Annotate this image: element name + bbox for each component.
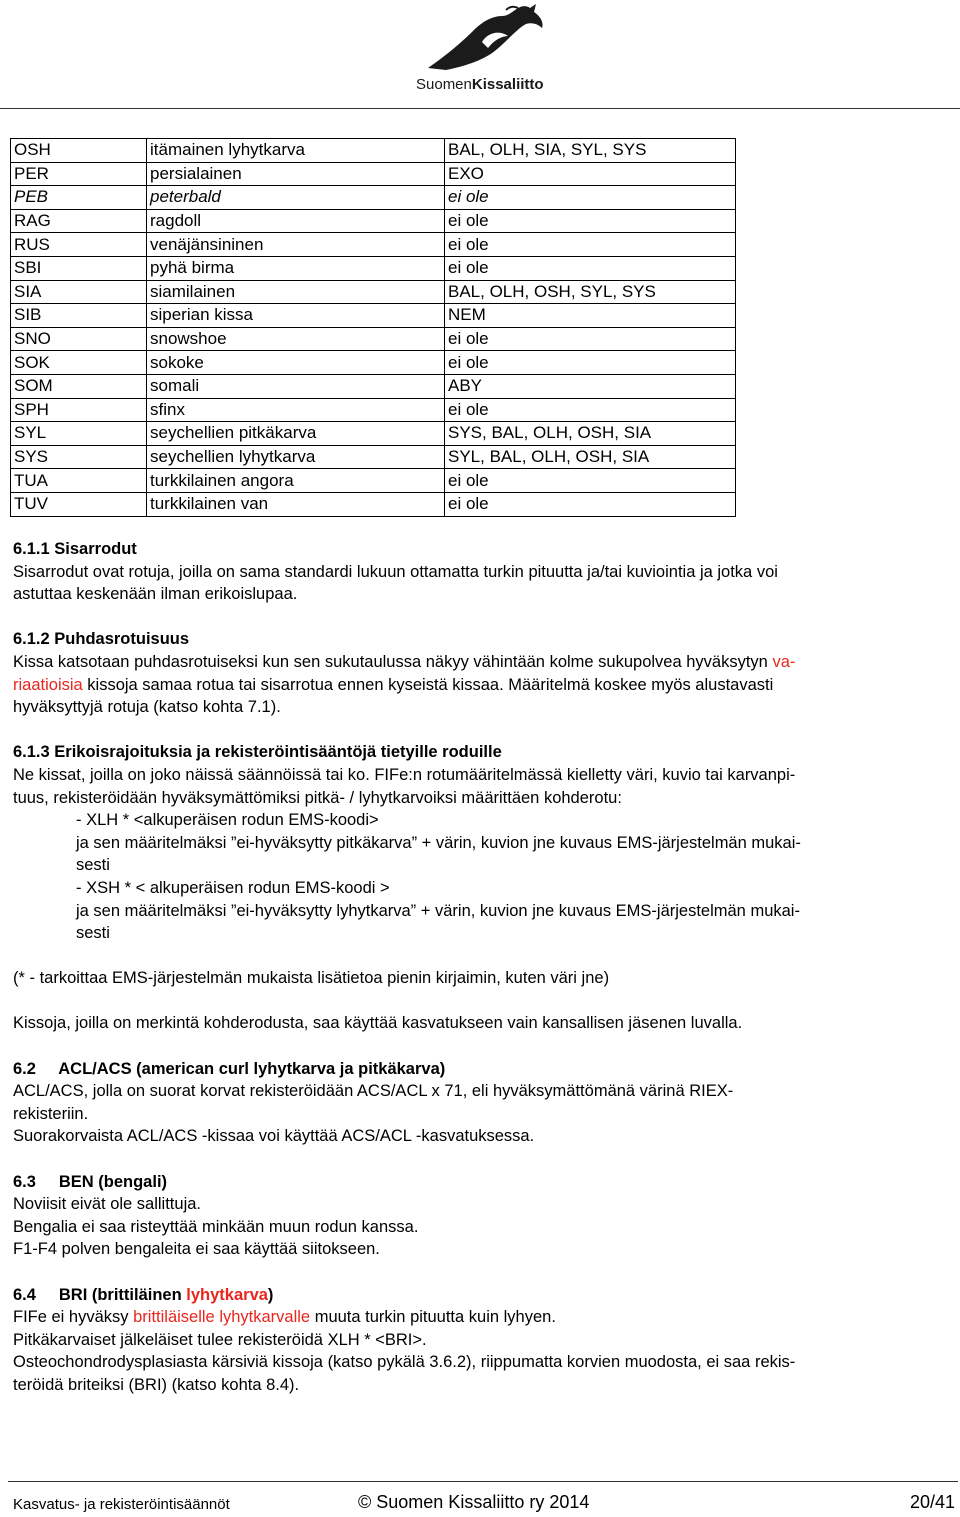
paragraph-line: F1-F4 polven bengaleita ei saa käyttää siitokseen. <box>13 1240 380 1259</box>
breed-code-cell: SIB <box>11 304 147 328</box>
heading-6-4: 6.4 BRI (brittiläinen lyhytkarva) <box>13 1285 274 1304</box>
sister-breeds-cell: EXO <box>445 162 736 186</box>
sister-breeds-cell: BAL, OLH, SIA, SYL, SYS <box>445 139 736 163</box>
breed-name-cell: seychellien pitkäkarva <box>147 422 445 446</box>
paragraph-line: teröidä briteiksi (BRI) (katso kohta 8.4). <box>13 1375 300 1394</box>
table-row <box>11 469 736 493</box>
breed-code-cell: TUV <box>11 492 147 516</box>
sister-breeds-cell: ei ole <box>445 233 736 257</box>
paragraph-line: riaatioisia kissoja samaa rotua tai sisarrotua ennen kyseistä kissaa. Määritelmä koskee myös alustavasti <box>13 675 774 694</box>
breed-name-cell: venäjänsininen <box>147 233 445 257</box>
breed-code-cell: PER <box>11 162 147 186</box>
paragraph-line: tuus, rekisteröidään hyväksymättömiksi pitkä- / lyhytkarvoiksi määrittäen kohderotu: <box>13 788 622 807</box>
table-row <box>11 398 736 422</box>
breed-name-cell: siperian kissa <box>147 304 445 328</box>
breed-name-cell: pyhä birma <box>147 256 445 280</box>
heading-6-3: 6.3 BEN (bengali) <box>13 1172 168 1191</box>
breed-name-cell: turkkilainen angora <box>147 469 445 493</box>
breed-name-cell: somali <box>147 374 445 398</box>
breed-code-cell: SBI <box>11 256 147 280</box>
sister-breeds-cell: ei ole <box>445 398 736 422</box>
logo-wordmark: SuomenKissaliitto <box>416 76 544 93</box>
table-row <box>11 351 736 375</box>
rule-item: ja sen määritelmäksi ”ei-hyväksytty pitkäkarva” + värin, kuvion jne kuvaus EMS-järjestelmän mukai- <box>76 833 801 852</box>
sister-breeds-cell: ei ole <box>445 351 736 375</box>
sister-breeds-cell: SYL, BAL, OLH, OSH, SIA <box>445 445 736 469</box>
sister-breeds-cell: ABY <box>445 374 736 398</box>
sister-breeds-cell: ei ole <box>445 209 736 233</box>
breed-code-cell: SYL <box>11 422 147 446</box>
table-row <box>11 374 736 398</box>
breed-code-cell: SOM <box>11 374 147 398</box>
sister-breeds-cell: ei ole <box>445 492 736 516</box>
paragraph-line: rekisteriin. <box>13 1104 89 1123</box>
breed-code-cell: SYS <box>11 445 147 469</box>
document-body <box>13 538 938 1397</box>
rule-item: - XSH * < alkuperäisen rodun EMS-koodi > <box>76 878 390 897</box>
sister-breeds-cell: ei ole <box>445 186 736 210</box>
footer-page-number: 20/41 <box>909 1492 955 1512</box>
table-row <box>11 256 736 280</box>
paragraph-line: FIFe ei hyväksy brittiläiselle lyhytkarvalle muuta turkin pituutta kuin lyhyen. <box>13 1308 556 1327</box>
footnote: (* - tarkoittaa EMS-järjestelmän mukaista lisätietoa pienin kirjaimin, kuten väri jne) <box>13 969 610 988</box>
breed-code-cell: SIA <box>11 280 147 304</box>
paragraph-line: Ne kissat, joilla on joko näissä säännöissä tai ko. FIFe:n rotumääritelmässä kielletty väri, kuvio tai karvanpi- <box>13 765 796 784</box>
cat-logo-icon <box>422 2 562 74</box>
breed-code-cell: RAG <box>11 209 147 233</box>
sister-breeds-cell: ei ole <box>445 256 736 280</box>
table-row <box>11 209 736 233</box>
breed-name-cell: seychellien lyhytkarva <box>147 445 445 469</box>
table-row <box>11 233 736 257</box>
breed-name-cell: sokoke <box>147 351 445 375</box>
paragraph-line: Kissoja, joilla on merkintä kohderodusta, saa käyttää kasvatukseen vain kansallisen jäsenen luvalla. <box>13 1014 743 1033</box>
table-row <box>11 139 736 163</box>
table-row <box>11 422 736 446</box>
page-footer <box>13 1491 955 1515</box>
breed-name-cell: snowshoe <box>147 327 445 351</box>
breed-name-cell: turkkilainen van <box>147 492 445 516</box>
paragraph-line: Suorakorvaista ACL/ACS -kissaa voi käyttää ACS/ACL -kasvatuksessa. <box>13 1127 535 1146</box>
heading-6-2: 6.2 ACL/ACS (american curl lyhytkarva ja pitkäkarva) <box>13 1059 446 1078</box>
breed-code-cell: SNO <box>11 327 147 351</box>
paragraph-line: Pitkäkarvaiset jälkeläiset tulee rekisteröidä XLH * <BRI>. <box>13 1330 427 1349</box>
breed-code-cell: RUS <box>11 233 147 257</box>
breed-code-cell: OSH <box>11 139 147 163</box>
sister-breeds-cell: BAL, OLH, OSH, SYL, SYS <box>445 280 736 304</box>
table-row <box>11 186 736 210</box>
table-row <box>11 280 736 304</box>
suomen-kissaliitto-logo <box>406 2 568 94</box>
heading-6-1-2: 6.1.2 Puhdasrotuisuus <box>13 630 190 649</box>
sister-breeds-cell: SYS, BAL, OLH, OSH, SIA <box>445 422 736 446</box>
table-row <box>11 492 736 516</box>
footer-divider <box>8 1481 958 1482</box>
rule-item: - XLH * <alkuperäisen rodun EMS-koodi> <box>76 811 379 830</box>
table-row <box>11 445 736 469</box>
header-divider <box>0 108 960 109</box>
paragraph-line: Kissa katsotaan puhdasrotuiseksi kun sen sukutaulussa näkyy vähintään kolme sukupolvea hyväksytyn va- <box>13 652 796 671</box>
breed-code-cell: SOK <box>11 351 147 375</box>
breed-name-cell: ragdoll <box>147 209 445 233</box>
paragraph-line: Bengalia ei saa risteyttää minkään muun rodun kanssa. <box>13 1217 419 1236</box>
breed-name-cell: persialainen <box>147 162 445 186</box>
footer-document-title: Kasvatus- ja rekisteröintisäännöt <box>13 1496 230 1513</box>
table-row <box>11 304 736 328</box>
paragraph-line: ACL/ACS, jolla on suorat korvat rekisteröidään ACS/ACL x 71, eli hyväksymättömänä värinä RIEX- <box>13 1082 734 1101</box>
footer-copyright: © Suomen Kissaliitto ry 2014 <box>358 1492 590 1512</box>
sister-breeds-cell: ei ole <box>445 469 736 493</box>
rule-item: sesti <box>76 924 110 943</box>
rule-item: ja sen määritelmäksi ”ei-hyväksytty lyhytkarva” + värin, kuvion jne kuvaus EMS-järjestelmän mukai- <box>76 901 800 920</box>
table-row <box>11 162 736 186</box>
paragraph-line: Noviisit eivät ole sallittuja. <box>13 1195 201 1214</box>
breed-code-cell: TUA <box>11 469 147 493</box>
breed-name-cell: peterbald <box>147 186 445 210</box>
heading-6-1-3: 6.1.3 Erikoisrajoituksia ja rekisteröintisääntöjä tietyille roduille <box>13 743 502 762</box>
sister-breeds-cell: NEM <box>445 304 736 328</box>
breed-name-cell: itämainen lyhytkarva <box>147 139 445 163</box>
heading-6-1-1: 6.1.1 Sisarrodut <box>13 540 137 558</box>
rule-item: sesti <box>76 856 110 875</box>
paragraph-line: Sisarrodut ovat rotuja, joilla on sama standardi lukuun ottamatta turkin pituutta ja/tai kuviointia ja jotka voi <box>13 562 778 581</box>
breed-code-cell: PEB <box>11 186 147 210</box>
sister-breeds-cell: ei ole <box>445 327 736 351</box>
breed-table <box>10 138 736 517</box>
paragraph-line: hyväksyttyjä rotuja (katso kohta 7.1). <box>13 698 281 717</box>
paragraph-line: astuttaa keskenään ilman erikoislupaa. <box>13 585 298 604</box>
breed-name-cell: siamilainen <box>147 280 445 304</box>
breed-code-cell: SPH <box>11 398 147 422</box>
breed-name-cell: sfinx <box>147 398 445 422</box>
paragraph-line: Osteochondrodysplasiasta kärsiviä kissoja (katso pykälä 3.6.2), riippumatta korvien muodosta, ei saa rekis- <box>13 1353 796 1372</box>
table-row <box>11 327 736 351</box>
